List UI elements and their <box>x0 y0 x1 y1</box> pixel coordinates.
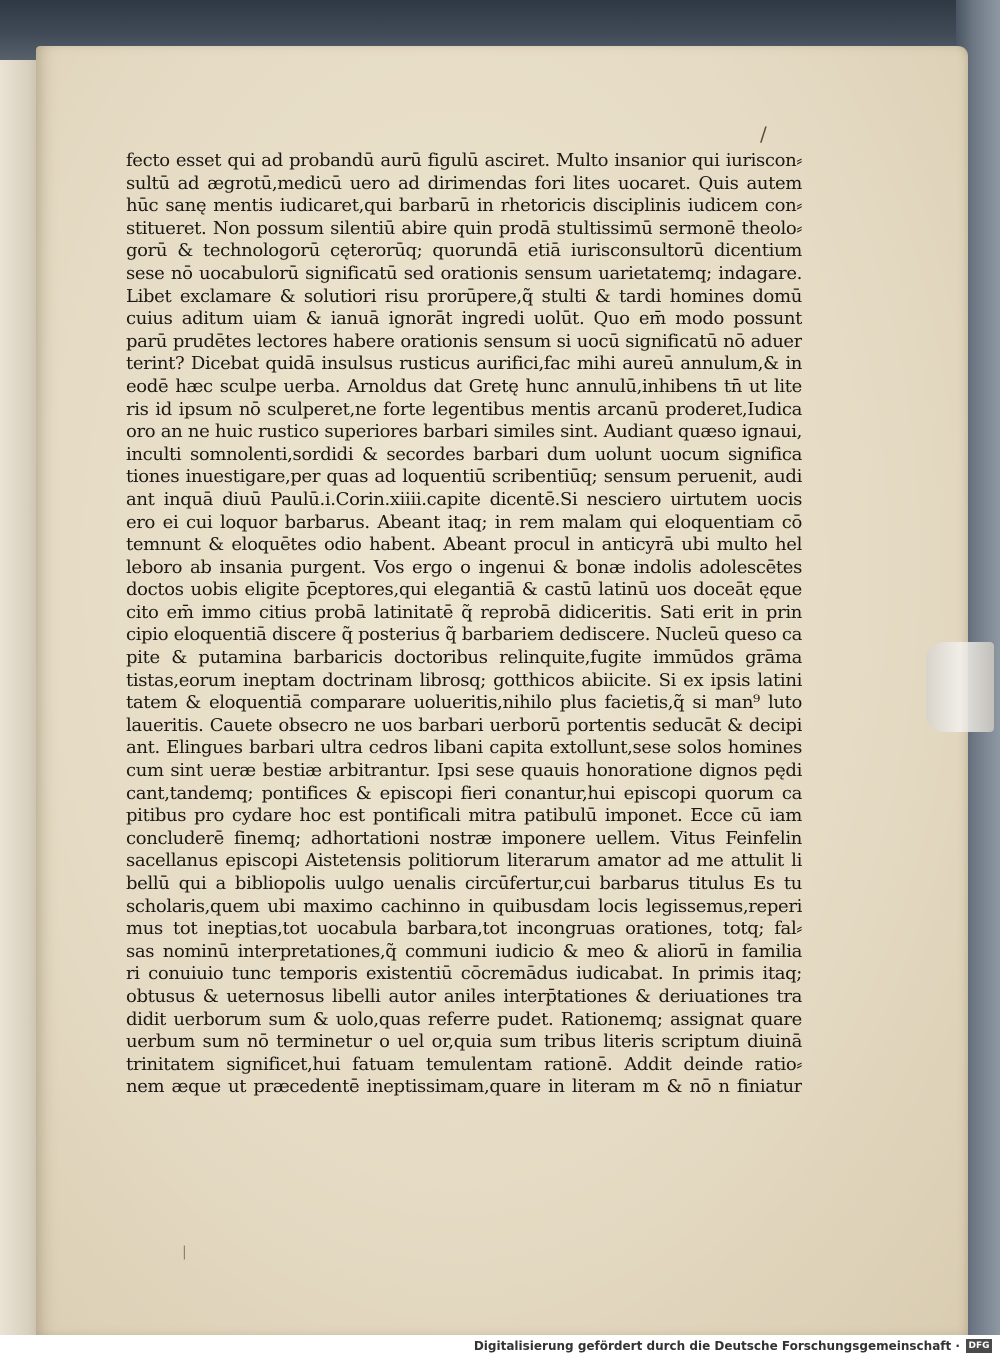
funding-credit: Digitalisierung gefördert durch die Deutsche Forschungsgemeinschaft · <box>473 1339 960 1353</box>
page-text-block <box>126 150 802 1099</box>
text-line: parū prudētes lectores habere orationis sensum si uocū significatū nō aduer <box>126 330 802 352</box>
text-line: Libet exclamare & solutiori risu prorūpere,q̃ stulti & tardi homines domū <box>126 285 802 307</box>
page-mark-bottom: | <box>182 1244 187 1260</box>
text-line: sacellanus episcopi Aistetensis politiorum literarum amator ad me attulit li <box>126 850 802 872</box>
text-line: ero ei cui loquor barbarus. Abeant itaq; in rem malam qui eloquentiam cō <box>126 511 802 533</box>
text-line: bellū qui a bibliopolis uulgo uenalis circūfertur,cui barbarus titulus Es tu <box>126 873 802 894</box>
text-line: sas nominū interpretationes,q̃ communi iudicio & meo & aliorū in familia <box>126 940 802 962</box>
text-line: cum sint ueræ bestiæ arbitrantur. Ipsi sese quauis honoratione dignos pędi <box>126 760 802 782</box>
dfg-logo-icon: DFG <box>966 1339 992 1353</box>
text-line: tiones inuestigare,per quas ad loquentiū scribentiūq; sensum peruenit, audi <box>126 466 802 488</box>
page-mark-top: / <box>760 122 767 146</box>
text-line: ris id ipsum nō sculperet,ne forte legentibus mentis arcanū proderet,Iudica <box>126 398 802 420</box>
text-line: terint? Dicebat quidā insulsus rusticus aurifici,fac mihi aureū annulum,& in <box>126 353 802 375</box>
text-line: hūc sanę mentis iudicaret,qui barbarū in rhetoricis disciplinis iudicem con⸗ <box>126 195 802 217</box>
text-line: eodē hæc sculpe uerba. Arnoldus dat Gretę hunc annulū,inhibens tn̄ ut lite <box>126 375 802 397</box>
text-line: pitibus pro cydare hoc est pontificali mitra patibulū imponet. Ecce cū iam <box>126 805 802 827</box>
text-line: cuius aditum uiam & ianuā ignorāt ingredi uolūt. Quo em̄ modo possunt <box>126 308 802 330</box>
text-line: cant,tandemq; pontifices & episcopi fieri conantur,hui episcopi quorum ca <box>126 782 802 804</box>
text-line: didit uerborum sum & uolo,quas referre pudet. Rationemq; assignat quare <box>126 1008 802 1030</box>
text-line: fecto esset qui ad probandū aurū figulū asciret. Multo insanior qui iuriscon⸗ <box>126 150 802 171</box>
text-line: inculti somnolenti,sordidi & secordes barbari dum uolunt uocum significa <box>126 443 802 465</box>
text-line: ant inquā diuū Paulū.i.Corin.xiiii.capite dicentē.Si nesciero uirtutem uocis <box>126 488 802 510</box>
text-line: leboro ab insania purgent. Vos ergo o ingenui & bonæ indolis adolescētes <box>126 556 802 578</box>
text-line: ant. Elingues barbari ultra cedros libani capita extollunt,sese solos homines <box>126 737 802 759</box>
text-line: mus tot ineptias,tot uocabula barbara,tot incongruas orationes, totq; fal⸗ <box>126 918 802 940</box>
text-line: doctos uobis eligite p̄ceptores,qui elegantiā & castū latinū uos doceāt ęque <box>126 579 802 601</box>
text-line: ri conuiuio tunc temporis existentiū cōcremādus iudicabat. In primis itaq; <box>126 963 802 985</box>
text-line: laueritis. Cauete obsecro ne uos barbari uerborū portentis seducāt & decipi <box>126 714 802 736</box>
text-line: nem æque ut præcedentē ineptissimam,quare in literam m & nō n finiatur <box>126 1076 802 1098</box>
text-line: cito em̄ immo citius probā latinitatē q̃ reprobā didiceritis. Sati erit in prin <box>126 601 802 623</box>
text-line: trinitatem significet,hui fatuam temulentam rationē. Addit deinde ratio⸗ <box>126 1053 802 1075</box>
footer-bar <box>0 1335 1000 1359</box>
page-clip <box>926 642 994 732</box>
text-line: uerbum sum nō terminetur o uel or,quia sum tribus literis scriptum diuinā <box>126 1031 802 1053</box>
text-line: oro an ne huic rustico superiores barbari similes sint. Audiant quæso ignaui, <box>126 421 802 443</box>
text-line: pite & putamina barbaricis doctoribus relinquite,fugite immūdos grāma <box>126 647 802 669</box>
text-line: concluderē finemq; adhortationi nostræ imponere uellem. Vitus Feinfelin <box>126 827 802 849</box>
text-line: sese nō uocabulorū significatū sed orationis sensum uarietatemq; indagare. <box>126 262 802 284</box>
text-line: gorū & technologorū cęterorūq; quorundā etiā iurisconsultorū dicentium <box>126 240 802 262</box>
text-line: obtusus & ueternosus libelli autor aniles interp̄tationes & deriuationes tra <box>126 985 802 1007</box>
text-line: tatem & eloquentiā comparare uolueritis,nihilo plus facietis,q̃ si man⁹ luto <box>126 692 802 714</box>
text-line: sultū ad ægrotū,medicū uero ad dirimendas fori lites uocaret. Quis autem <box>126 172 802 194</box>
text-line: temnunt & eloquētes odio habent. Abeant procul in anticyrā ubi multo hel <box>126 534 802 556</box>
text-line: cipio eloquentiā discere q̃ posterius q̃ barbariem dediscere. Nucleū queso ca <box>126 624 802 646</box>
text-line: stitueret. Non possum silentiū abire quin prodā stultissimū sermonē theolo⸗ <box>126 217 802 239</box>
text-line: scholaris,quem ubi maximo cachinno in quibusdam locis legissemus,reperi <box>126 895 802 917</box>
text-line: tistas,eorum ineptam doctrinam librosq; gotthicos abiicite. Si ex ipsis latini <box>126 669 802 691</box>
